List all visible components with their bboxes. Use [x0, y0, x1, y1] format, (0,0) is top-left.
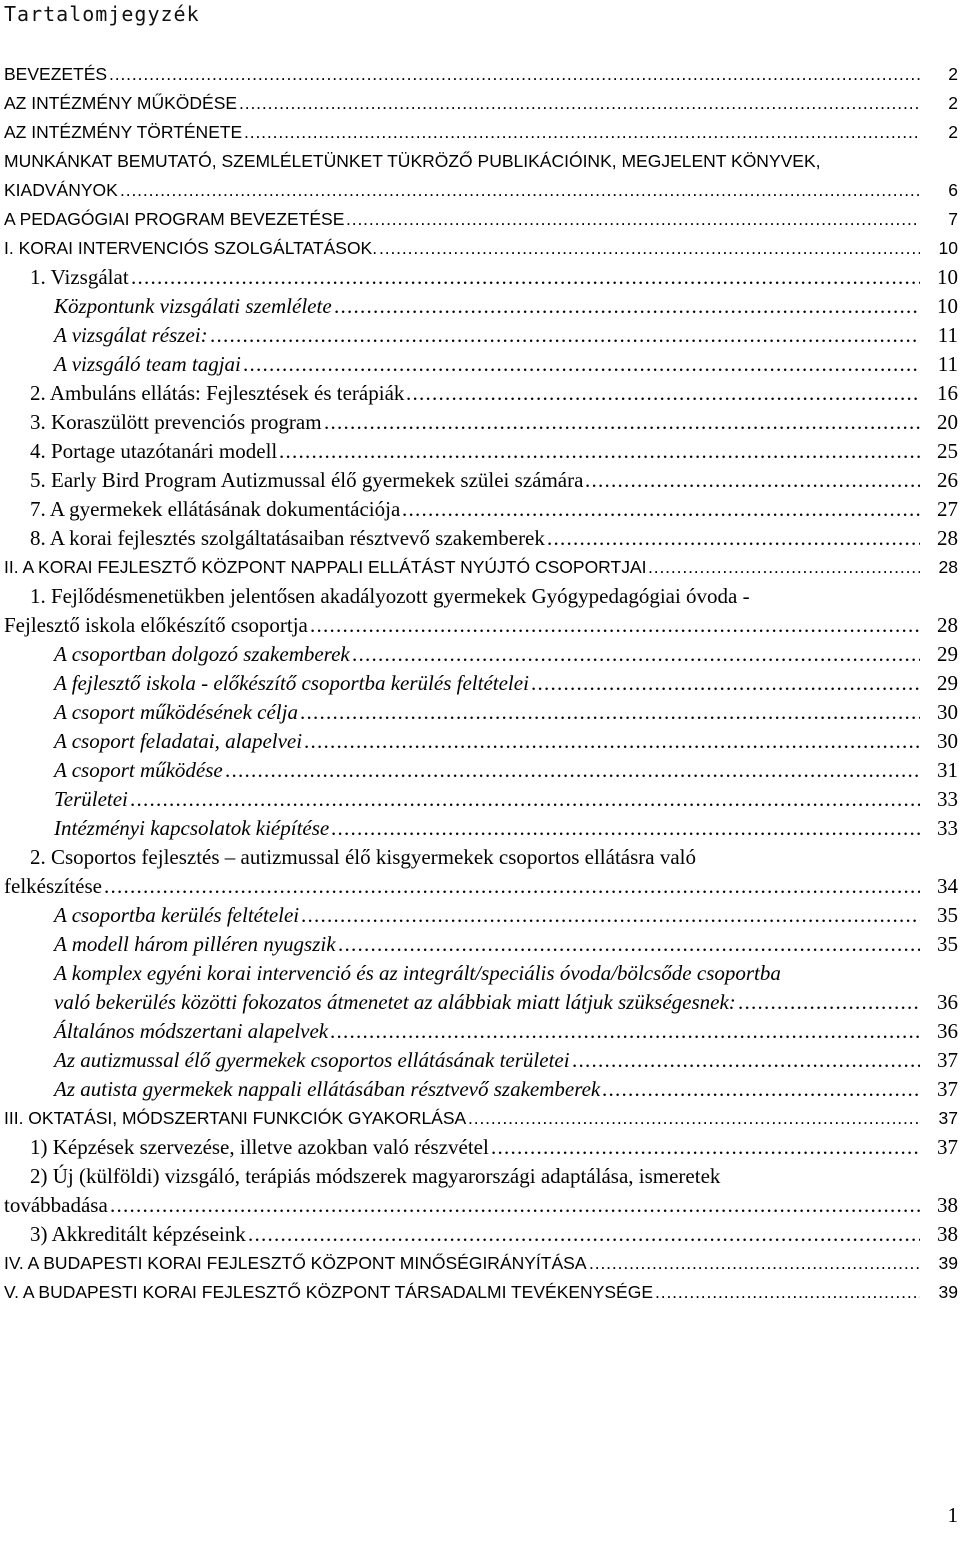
toc-entry-title: A csoportba kerülés feltételei: [54, 901, 301, 930]
toc-entry-title: 5. Early Bird Program Autizmussal élő gyermekek szülei számára: [30, 466, 585, 495]
toc-entry-page: 33: [934, 814, 958, 843]
toc-entry-page: 37: [936, 1104, 958, 1133]
dot-leader: [547, 524, 920, 553]
toc-entry-title: Az autista gyermekek nappali ellátásában résztvevő szakemberek: [54, 1075, 602, 1104]
dot-leader: [244, 118, 920, 147]
toc-entry[interactable]: [0, 669, 958, 698]
toc-entry-title: I. KORAI INTERVENCIÓS SZOLGÁLTATÁSOK.: [4, 234, 379, 263]
dot-leader: [248, 1220, 920, 1249]
dot-leader: [279, 437, 920, 466]
dot-leader: [738, 988, 920, 1017]
toc-entry[interactable]: [0, 437, 958, 466]
toc-entry-title: Általános módszertani alapelvek: [54, 1017, 330, 1046]
toc-entry-title: KIADVÁNYOK: [4, 176, 120, 205]
dot-leader: [331, 814, 920, 843]
toc-entry-first-line: 2) Új (külföldi) vizsgáló, terápiás módszerek magyarországi adaptálása, ismeretek: [30, 1164, 721, 1188]
toc-entry[interactable]: [0, 292, 958, 321]
dot-leader: [324, 408, 920, 437]
toc-entry[interactable]: [0, 1191, 958, 1220]
toc-entry[interactable]: [0, 60, 958, 89]
toc-entry[interactable]: [0, 263, 958, 292]
toc-entry-title: A csoport működésének célja: [54, 698, 300, 727]
toc-entry-page: 30: [934, 727, 958, 756]
dot-leader: [131, 263, 920, 292]
dot-leader: [402, 495, 920, 524]
dot-leader: [104, 872, 920, 901]
dot-leader: [210, 321, 920, 350]
toc-entry-page: 6: [945, 176, 958, 205]
toc-entry-page: 35: [934, 901, 958, 930]
dot-leader: [110, 1191, 920, 1220]
toc-entry[interactable]: [0, 466, 958, 495]
toc-entry[interactable]: [0, 1220, 958, 1249]
toc-entry-page: 10: [936, 234, 958, 263]
toc-entry[interactable]: [0, 1104, 958, 1133]
toc-entry-page: 28: [934, 524, 958, 553]
toc-entry[interactable]: [0, 205, 958, 234]
toc-entry[interactable]: [0, 379, 958, 408]
toc-entry[interactable]: [0, 611, 958, 640]
toc-entry-title: BEVEZETÉS: [4, 60, 109, 89]
dot-leader: [531, 669, 920, 698]
dot-leader: [304, 727, 920, 756]
dot-leader: [379, 234, 920, 263]
toc-entry-page: 2: [945, 89, 958, 118]
toc-entry-page: 7: [945, 205, 958, 234]
toc-entry-page: 36: [934, 1017, 958, 1046]
dot-leader: [243, 350, 920, 379]
toc-entry-page: 29: [934, 640, 958, 669]
toc-entry-title: A csoport feladatai, alapelvei: [54, 727, 304, 756]
toc-entry-title: 4. Portage utazótanári modell: [30, 437, 279, 466]
toc-entry-page: 35: [934, 930, 958, 959]
dot-leader: [648, 553, 920, 582]
toc-entry[interactable]: [0, 524, 958, 553]
toc-entry-page: 11: [935, 321, 958, 350]
dot-leader: [602, 1075, 920, 1104]
toc-entry-first-line: A komplex egyéni korai intervenció és az integrált/speciális óvoda/bölcsőde csoportba: [54, 961, 781, 985]
dot-leader: [109, 60, 920, 89]
toc-entry-first-line: 1. Fejlődésmenetükben jelentősen akadályozott gyermekek Gyógypedagógiai óvoda -: [30, 584, 750, 608]
toc-entry[interactable]: [0, 89, 958, 118]
toc-entry-page: 39: [936, 1278, 958, 1307]
toc-entry-page: 20: [934, 408, 958, 437]
toc-entry-first-line: 2. Csoportos fejlesztés – autizmussal élő kisgyermekek csoportos ellátásra való: [30, 845, 697, 869]
toc-entry-title: A modell három pilléren nyugszik: [54, 930, 338, 959]
toc-entry-page: 38: [934, 1191, 958, 1220]
dot-leader: [301, 901, 920, 930]
toc-entry[interactable]: [0, 408, 958, 437]
dot-leader: [310, 611, 920, 640]
toc-entry-title: V. A BUDAPESTI KORAI FEJLESZTŐ KÖZPONT TÁRSADALMI TEVÉKENYSÉGE: [4, 1278, 655, 1307]
toc-entry[interactable]: [0, 1249, 958, 1278]
toc-entry[interactable]: [0, 756, 958, 785]
toc-entry-first-line: MUNKÁNKAT BEMUTATÓ, SZEMLÉLETÜNKET TÜKRÖZŐ PUBLIKÁCIÓINK, MEGJELENT KÖNYVEK,: [4, 151, 821, 171]
toc-entry-title: Az autizmussal élő gyermekek csoportos ellátásának területei: [54, 1046, 572, 1075]
toc-entry[interactable]: [0, 872, 958, 901]
toc-entry-page: 26: [934, 466, 958, 495]
toc-entry-title: A PEDAGÓGIAI PROGRAM BEVEZETÉSE: [4, 205, 346, 234]
dot-leader: [239, 89, 920, 118]
toc-entry-title: A csoport működése: [54, 756, 225, 785]
toc-entry[interactable]: [0, 1075, 958, 1104]
toc-entry-title: 8. A korai fejlesztés szolgáltatásaiban résztvevő szakemberek: [30, 524, 547, 553]
toc-entry-title: Intézményi kapcsolatok kiépítése: [54, 814, 331, 843]
toc-entry-page: 27: [934, 495, 958, 524]
toc-entry-title: A fejlesztő iskola - előkészítő csoportba kerülés feltételei: [54, 669, 531, 698]
toc-entry[interactable]: [0, 785, 958, 814]
dot-leader: [130, 785, 920, 814]
toc-entry-title: továbbadása: [4, 1191, 110, 1220]
toc-entry-title: A vizsgáló team tagjai: [54, 350, 243, 379]
toc-entry-title: 1) Képzések szervezése, illetve azokban való részvétel: [30, 1133, 491, 1162]
toc-entry-page: 37: [934, 1046, 958, 1075]
toc-entry[interactable]: [0, 901, 958, 930]
toc-entry-page: 33: [934, 785, 958, 814]
toc-entry[interactable]: [0, 727, 958, 756]
toc-entry-page: 30: [934, 698, 958, 727]
dot-leader: [330, 1017, 920, 1046]
toc-entry-page: 29: [934, 669, 958, 698]
dot-leader: [334, 292, 920, 321]
toc-entry-page: 11: [935, 350, 958, 379]
toc-entry[interactable]: [0, 640, 958, 669]
toc-entry-title: 2. Ambuláns ellátás: Fejlesztések és terápiák: [30, 379, 406, 408]
toc-entry-title: A vizsgálat részei:: [54, 321, 210, 350]
toc-entry-title: Fejlesztő iskola előkészítő csoportja: [4, 611, 310, 640]
toc-entry-page: 25: [934, 437, 958, 466]
toc-entry[interactable]: [0, 234, 958, 263]
toc-entry-title: IV. A BUDAPESTI KORAI FEJLESZTŐ KÖZPONT MINŐSÉGIRÁNYÍTÁSA: [4, 1249, 589, 1278]
toc-entry-page: 10: [934, 263, 958, 292]
toc-entry[interactable]: [0, 930, 958, 959]
toc-entry-title: 3) Akkreditált képzéseink: [30, 1220, 248, 1249]
dot-leader: [491, 1133, 920, 1162]
toc-entry-page: 39: [936, 1249, 958, 1278]
table-of-contents: [0, 60, 958, 1307]
dot-leader: [468, 1104, 920, 1133]
toc-entry-title: 7. A gyermekek ellátásának dokumentációja: [30, 495, 402, 524]
dot-leader: [225, 756, 920, 785]
toc-entry-page: 37: [934, 1075, 958, 1104]
toc-entry-title: AZ INTÉZMÉNY TÖRTÉNETE: [4, 118, 244, 147]
toc-entry-page: 28: [934, 611, 958, 640]
toc-entry[interactable]: [0, 1017, 958, 1046]
toc-entry[interactable]: [0, 118, 958, 147]
toc-entry-page: 28: [936, 553, 958, 582]
toc-entry[interactable]: [0, 1046, 958, 1075]
toc-entry-page: 2: [945, 60, 958, 89]
toc-entry[interactable]: [0, 321, 958, 350]
toc-entry[interactable]: [0, 1133, 958, 1162]
dot-leader: [352, 640, 920, 669]
toc-entry-page: 10: [934, 292, 958, 321]
dot-leader: [406, 379, 920, 408]
toc-heading: Tartalomjegyzék: [4, 2, 200, 26]
toc-entry-title: 1. Vizsgálat: [30, 263, 131, 292]
dot-leader: [346, 205, 920, 234]
toc-entry-page: 31: [934, 756, 958, 785]
toc-entry-page: 34: [934, 872, 958, 901]
toc-entry-title: felkészítése: [4, 872, 104, 901]
toc-entry[interactable]: [0, 553, 958, 582]
toc-entry[interactable]: [0, 698, 958, 727]
toc-entry[interactable]: [0, 988, 958, 1017]
toc-entry-title: II. A KORAI FEJLESZTŐ KÖZPONT NAPPALI ELLÁTÁST NYÚJTÓ CSOPORTJAI: [4, 553, 648, 582]
dot-leader: [300, 698, 920, 727]
dot-leader: [120, 176, 920, 205]
toc-entry-page: 38: [934, 1220, 958, 1249]
toc-entry-title: 3. Koraszülött prevenciós program: [30, 408, 324, 437]
dot-leader: [589, 1249, 920, 1278]
toc-entry[interactable]: [0, 814, 958, 843]
dot-leader: [655, 1278, 920, 1307]
toc-entry-title: III. OKTATÁSI, MÓDSZERTANI FUNKCIÓK GYAKORLÁSA: [4, 1104, 468, 1133]
toc-entry-title: A csoportban dolgozó szakemberek: [54, 640, 352, 669]
toc-entry[interactable]: [0, 176, 958, 205]
toc-entry[interactable]: [0, 1278, 958, 1307]
toc-entry-page: 16: [934, 379, 958, 408]
dot-leader: [338, 930, 920, 959]
dot-leader: [585, 466, 920, 495]
toc-entry[interactable]: [0, 495, 958, 524]
dot-leader: [572, 1046, 920, 1075]
toc-entry-page: 37: [934, 1133, 958, 1162]
page-number: 1: [947, 1503, 958, 1527]
toc-entry-title: való bekerülés közötti fokozatos átmenetet az alábbiak miatt látjuk szükségesnek:: [54, 988, 738, 1017]
toc-entry-title: Területei: [54, 785, 130, 814]
toc-entry-title: Központunk vizsgálati szemlélete: [54, 292, 334, 321]
toc-entry[interactable]: [0, 350, 958, 379]
toc-entry-page: 2: [945, 118, 958, 147]
toc-entry-page: 36: [934, 988, 958, 1017]
toc-entry-title: AZ INTÉZMÉNY MŰKÖDÉSE: [4, 89, 239, 118]
